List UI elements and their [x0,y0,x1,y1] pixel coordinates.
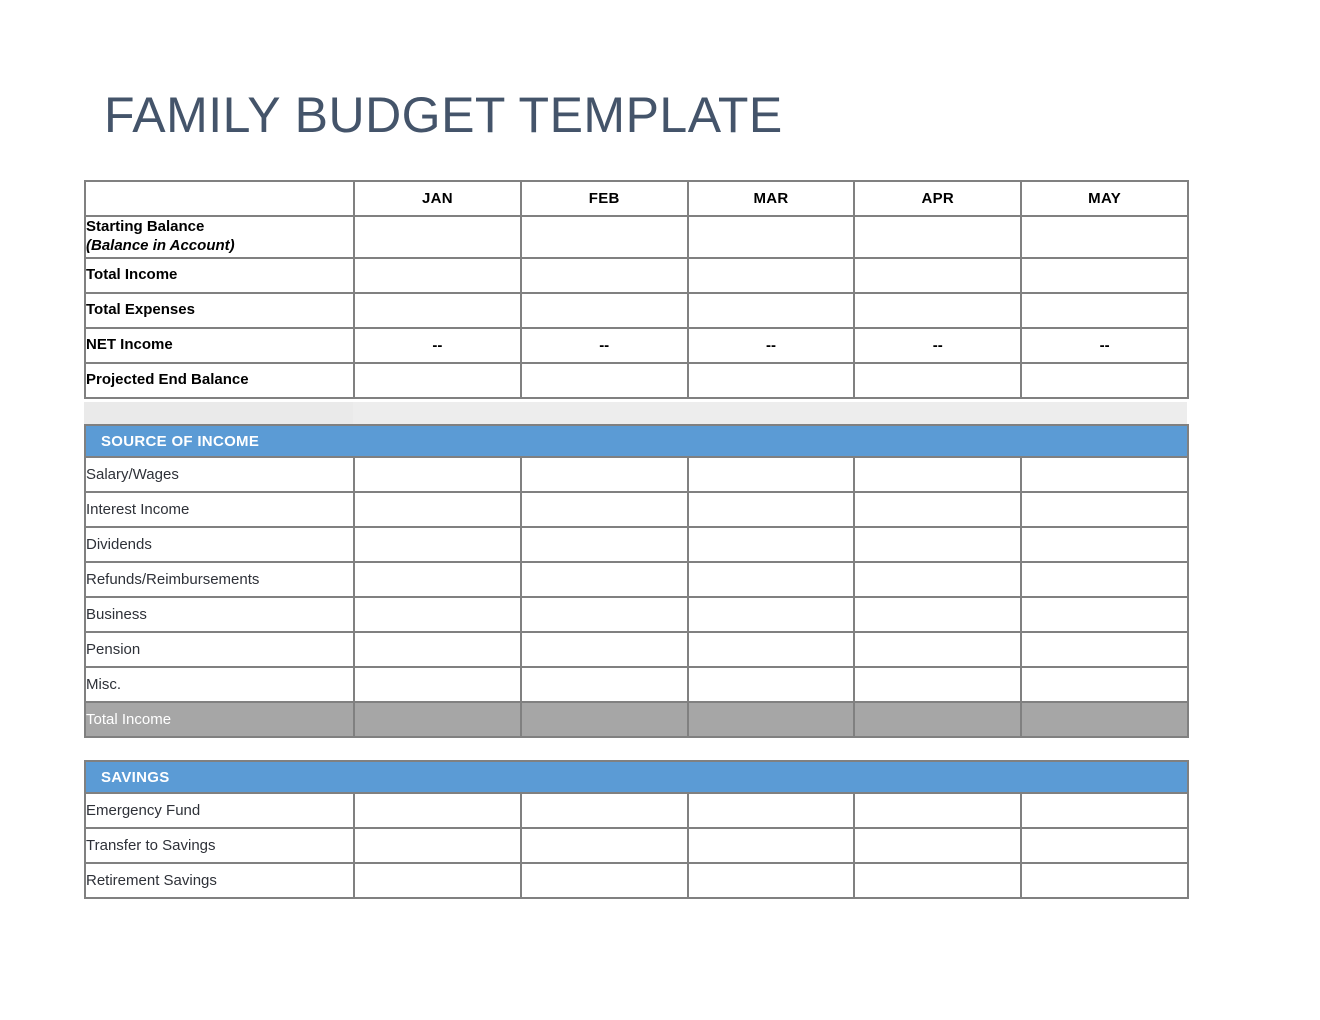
summary-header-row [85,181,1188,216]
cell-net-income-mar[interactable]: -- [688,328,855,363]
income-section-heading: SOURCE OF INCOME [85,425,1188,457]
cell-misc-may[interactable] [1021,667,1188,702]
cell-business-jan[interactable] [354,597,521,632]
income-total-row [85,702,1188,737]
cell-emergency-fund-apr[interactable] [854,793,1021,828]
cell-net-income-apr[interactable]: -- [854,328,1021,363]
cell-emergency-fund-may[interactable] [1021,793,1188,828]
cell-refunds-feb[interactable] [521,562,688,597]
cell-business-mar[interactable] [688,597,855,632]
month-corner-header: MONTH [85,181,354,216]
cell-misc-feb[interactable] [521,667,688,702]
table-row [85,527,1188,562]
cell-starting-balance-feb[interactable] [521,216,688,258]
row-label-pension: Pension [85,632,354,667]
cell-dividends-may[interactable] [1021,527,1188,562]
cell-retirement-savings-apr[interactable] [854,863,1021,898]
cell-starting-balance-mar[interactable] [688,216,855,258]
page-title: FAMILY BUDGET TEMPLATE [104,87,783,143]
cell-total-income-jan[interactable] [354,258,521,293]
starting-balance-main: Starting Balance [86,218,205,236]
table-row [85,562,1188,597]
table-row [85,258,1188,293]
savings-section-heading: SAVINGS [85,761,1188,793]
row-label-dividends: Dividends [85,527,354,562]
row-label-projected-end-balance: Projected End Balance [85,363,354,398]
cell-emergency-fund-feb[interactable] [521,793,688,828]
cell-transfer-to-savings-may[interactable] [1021,828,1188,863]
cell-projected-end-balance-may[interactable] [1021,363,1188,398]
cell-retirement-savings-mar[interactable] [688,863,855,898]
cell-projected-end-balance-feb[interactable] [521,363,688,398]
cell-emergency-fund-jan[interactable] [354,793,521,828]
cell-transfer-to-savings-jan[interactable] [354,828,521,863]
row-label-emergency-fund: Emergency Fund [85,793,354,828]
cell-refunds-jan[interactable] [354,562,521,597]
row-label-total-expenses: Total Expenses [85,293,354,328]
cell-net-income-jan[interactable]: -- [354,328,521,363]
budget-summary-table [84,180,1189,399]
table-row [85,216,1188,258]
starting-balance-sub: (Balance in Account) [86,237,235,254]
cell-misc-jan[interactable] [354,667,521,702]
cell-refunds-may[interactable] [1021,562,1188,597]
savings-table [84,760,1189,899]
cell-salary-wages-may[interactable] [1021,457,1188,492]
section-spacer-band [84,402,1187,424]
cell-dividends-feb[interactable] [521,527,688,562]
cell-salary-wages-feb[interactable] [521,457,688,492]
cell-projected-end-balance-apr[interactable] [854,363,1021,398]
table-row [85,492,1188,527]
cell-total-income-may[interactable] [1021,258,1188,293]
row-label-retirement-savings: Retirement Savings [85,863,354,898]
row-label-business: Business [85,597,354,632]
table-row [85,328,1188,363]
cell-total-income-apr[interactable] [854,258,1021,293]
cell-pension-jan[interactable] [354,632,521,667]
cell-total-expenses-mar[interactable] [688,293,855,328]
cell-business-feb[interactable] [521,597,688,632]
cell-retirement-savings-feb[interactable] [521,863,688,898]
cell-salary-wages-mar[interactable] [688,457,855,492]
row-label-net-income: NET Income [85,328,354,363]
table-row [85,863,1188,898]
table-row [85,597,1188,632]
cell-business-apr[interactable] [854,597,1021,632]
cell-total-income-feb[interactable] [521,258,688,293]
cell-retirement-savings-jan[interactable] [354,863,521,898]
cell-salary-wages-apr[interactable] [854,457,1021,492]
cell-total-income-mar[interactable] [688,258,855,293]
cell-refunds-apr[interactable] [854,562,1021,597]
month-header-mar[interactable]: MAR [688,181,855,216]
section-spacer-right [353,402,1187,424]
cell-income-total-may [1021,702,1188,737]
table-row [85,457,1188,492]
cell-income-total-jan [354,702,521,737]
table-row [85,793,1188,828]
income-section-header-row [85,425,1188,457]
month-header-jan[interactable]: JAN [354,181,521,216]
cell-misc-mar[interactable] [688,667,855,702]
cell-interest-income-jan[interactable] [354,492,521,527]
cell-pension-may[interactable] [1021,632,1188,667]
cell-misc-apr[interactable] [854,667,1021,702]
cell-retirement-savings-may[interactable] [1021,863,1188,898]
cell-net-income-feb[interactable]: -- [521,328,688,363]
cell-total-expenses-feb[interactable] [521,293,688,328]
cell-pension-mar[interactable] [688,632,855,667]
cell-total-expenses-may[interactable] [1021,293,1188,328]
month-header-may[interactable]: MAY [1021,181,1188,216]
row-label-income-total: Total Income [85,702,354,737]
cell-pension-apr[interactable] [854,632,1021,667]
row-label-interest-income: Interest Income [85,492,354,527]
cell-projected-end-balance-mar[interactable] [688,363,855,398]
table-row [85,293,1188,328]
cell-transfer-to-savings-apr[interactable] [854,828,1021,863]
row-label-refunds-reimbursements: Refunds/Reimbursements [85,562,354,597]
row-label-transfer-to-savings: Transfer to Savings [85,828,354,863]
cell-income-total-feb [521,702,688,737]
cell-starting-balance-apr[interactable] [854,216,1021,258]
row-label-starting-balance [85,216,354,258]
cell-income-total-mar [688,702,855,737]
cell-interest-income-mar[interactable] [688,492,855,527]
cell-dividends-jan[interactable] [354,527,521,562]
cell-interest-income-apr[interactable] [854,492,1021,527]
month-header-feb[interactable]: FEB [521,181,688,216]
cell-dividends-apr[interactable] [854,527,1021,562]
cell-transfer-to-savings-mar[interactable] [688,828,855,863]
cell-starting-balance-may[interactable] [1021,216,1188,258]
cell-dividends-mar[interactable] [688,527,855,562]
row-label-misc: Misc. [85,667,354,702]
cell-starting-balance-jan[interactable] [354,216,521,258]
cell-salary-wages-jan[interactable] [354,457,521,492]
row-label-total-income: Total Income [85,258,354,293]
table-row [85,667,1188,702]
cell-emergency-fund-mar[interactable] [688,793,855,828]
cell-total-expenses-jan[interactable] [354,293,521,328]
cell-interest-income-may[interactable] [1021,492,1188,527]
table-row [85,632,1188,667]
table-row [85,363,1188,398]
cell-interest-income-feb[interactable] [521,492,688,527]
cell-net-income-may[interactable]: -- [1021,328,1188,363]
cell-income-total-apr [854,702,1021,737]
savings-section-header-row [85,761,1188,793]
source-of-income-table [84,424,1189,738]
cell-pension-feb[interactable] [521,632,688,667]
table-row [85,828,1188,863]
cell-transfer-to-savings-feb[interactable] [521,828,688,863]
cell-projected-end-balance-jan[interactable] [354,363,521,398]
month-header-apr[interactable]: APR [854,181,1021,216]
cell-refunds-mar[interactable] [688,562,855,597]
row-label-salary-wages: Salary/Wages [85,457,354,492]
cell-total-expenses-apr[interactable] [854,293,1021,328]
cell-business-may[interactable] [1021,597,1188,632]
